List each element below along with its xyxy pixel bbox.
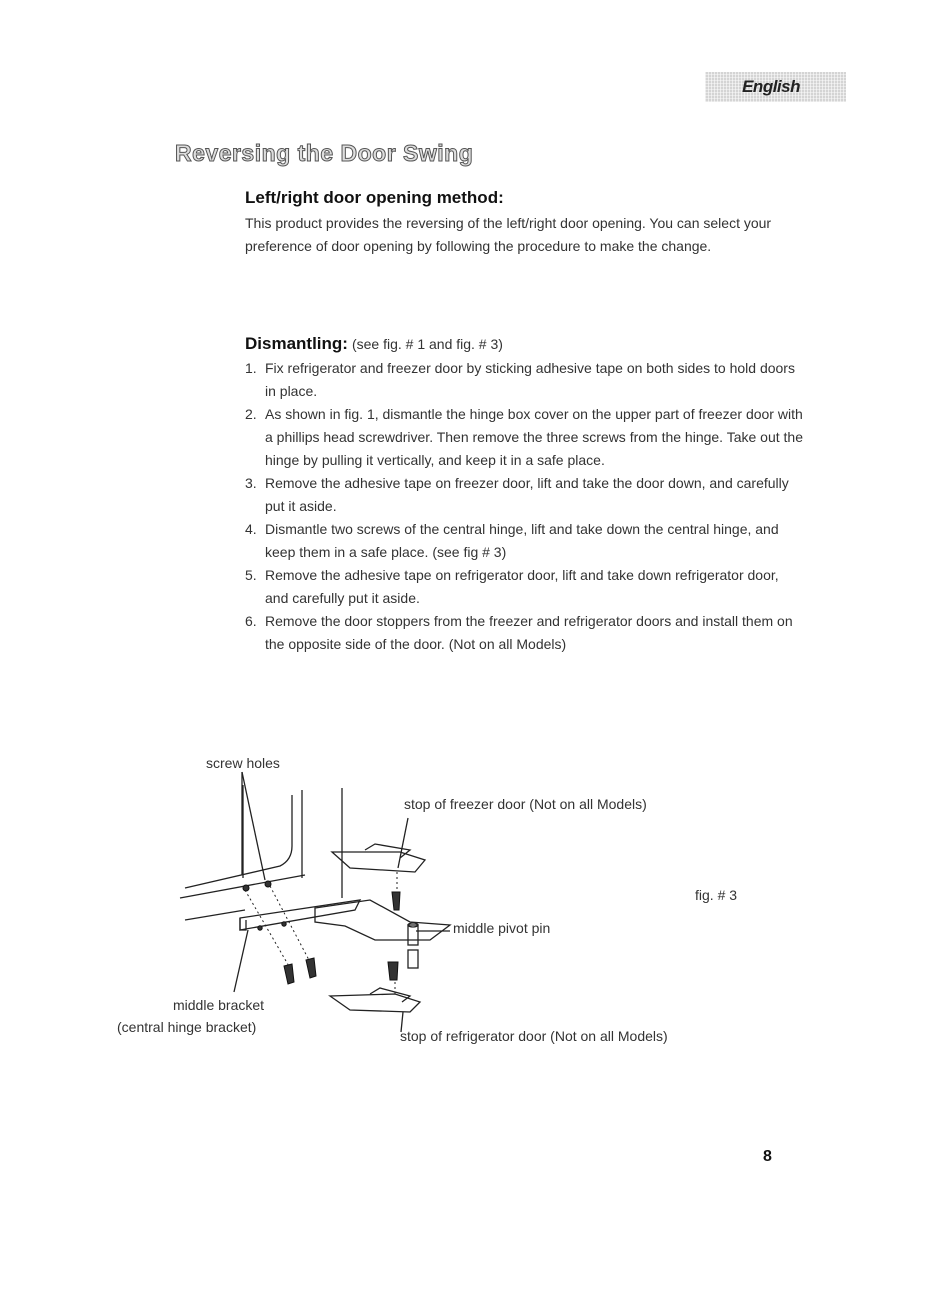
screw-holes-label: screw holes: [206, 755, 280, 771]
screw-2: [306, 958, 316, 978]
step-item: [245, 357, 805, 403]
hinge-figure: [110, 750, 830, 1060]
page-number: 8: [763, 1148, 772, 1165]
middle-pivot-pin: [408, 925, 418, 945]
dismantling-note: (see fig. # 1 and fig. # 3): [351, 336, 503, 352]
step-text: Remove the adhesive tape on refrigerator door, lift and take down refrigerator door, and carefully put it aside.: [265, 567, 779, 606]
screw-hole-2: [265, 881, 271, 887]
middle-bracket-end: [240, 918, 246, 930]
bracket-hole-2: [282, 922, 286, 926]
cabinet-lower-line: [185, 910, 245, 920]
freezer-door-stop: [332, 852, 425, 872]
step-text: Dismantle two screws of the central hinge, lift and take down the central hinge, and keep them in a safe place. (see fig # 3): [265, 521, 779, 560]
middle-hinge-plate: [315, 900, 450, 940]
step-number: 3.: [245, 475, 257, 491]
refrigerator-stop-label: stop of refrigerator door (Not on all Models): [400, 1028, 668, 1044]
method-heading: Left/right door opening method:: [245, 188, 504, 207]
step-number: 5.: [245, 567, 257, 583]
screw-1: [284, 964, 294, 984]
dismantling-steps: [245, 357, 805, 656]
step-item: [245, 564, 805, 610]
middle-bracket-label: middle bracket: [173, 997, 265, 1013]
step-item: [245, 403, 805, 472]
method-text: This product provides the reversing of the left/right door opening. You can select your preference of door opening by following the procedure to make the change.: [245, 215, 772, 254]
step-number: 4.: [245, 521, 257, 537]
step-text: As shown in fig. 1, dismantle the hinge box cover on the upper part of freezer door with a phillips head screwdriver. Then remove the three screws from the hinge. Take out the hinge by pulling it vertically, and keep it in a safe place.: [265, 406, 803, 468]
step-text: Remove the door stoppers from the freezer and refrigerator doors and install them on the opposite side of the door. (Not on all Models): [265, 613, 793, 652]
step-item: [245, 610, 805, 656]
page-title: Reversing the Door Swing: [175, 140, 474, 166]
freezer-stop-leader: [398, 818, 408, 868]
language-tab-label: English: [742, 77, 800, 96]
refrigerator-pin-screw: [388, 962, 398, 980]
bracket-hole-1: [258, 926, 262, 930]
step-text: Remove the adhesive tape on freezer door, lift and take the door down, and carefully put it aside.: [265, 475, 789, 514]
refrigerator-door-stop: [330, 994, 420, 1012]
dismantling-heading: [245, 334, 503, 354]
freezer-stop-notch: [365, 844, 410, 858]
central-hinge-bracket-label: (central hinge bracket): [117, 1019, 257, 1035]
cabinet-bottom-line: [180, 875, 305, 898]
screw-path-1: [245, 890, 290, 968]
step-item: [245, 518, 805, 564]
step-number: 2.: [245, 406, 257, 422]
language-tab: [705, 72, 846, 102]
middle-bracket-leader: [234, 930, 248, 992]
step-item: [245, 472, 805, 518]
dismantling-heading-label: Dismantling:: [245, 334, 348, 353]
screw-hole-1: [243, 885, 249, 891]
step-number: 1.: [245, 360, 257, 376]
freezer-stop-label: stop of freezer door (Not on all Models): [404, 796, 647, 812]
middle-pivot-pin-label: middle pivot pin: [453, 920, 551, 936]
figure-number: fig. # 3: [695, 887, 738, 903]
step-text: Fix refrigerator and freezer door by sticking adhesive tape on both sides to hold doors in place.: [265, 360, 795, 399]
step-number: 6.: [245, 613, 257, 629]
freezer-pin-screw: [392, 892, 400, 910]
cabinet-curve: [185, 846, 292, 888]
screw-hole-pointer-2: [242, 772, 265, 880]
lower-pin-sleeve: [408, 950, 418, 968]
